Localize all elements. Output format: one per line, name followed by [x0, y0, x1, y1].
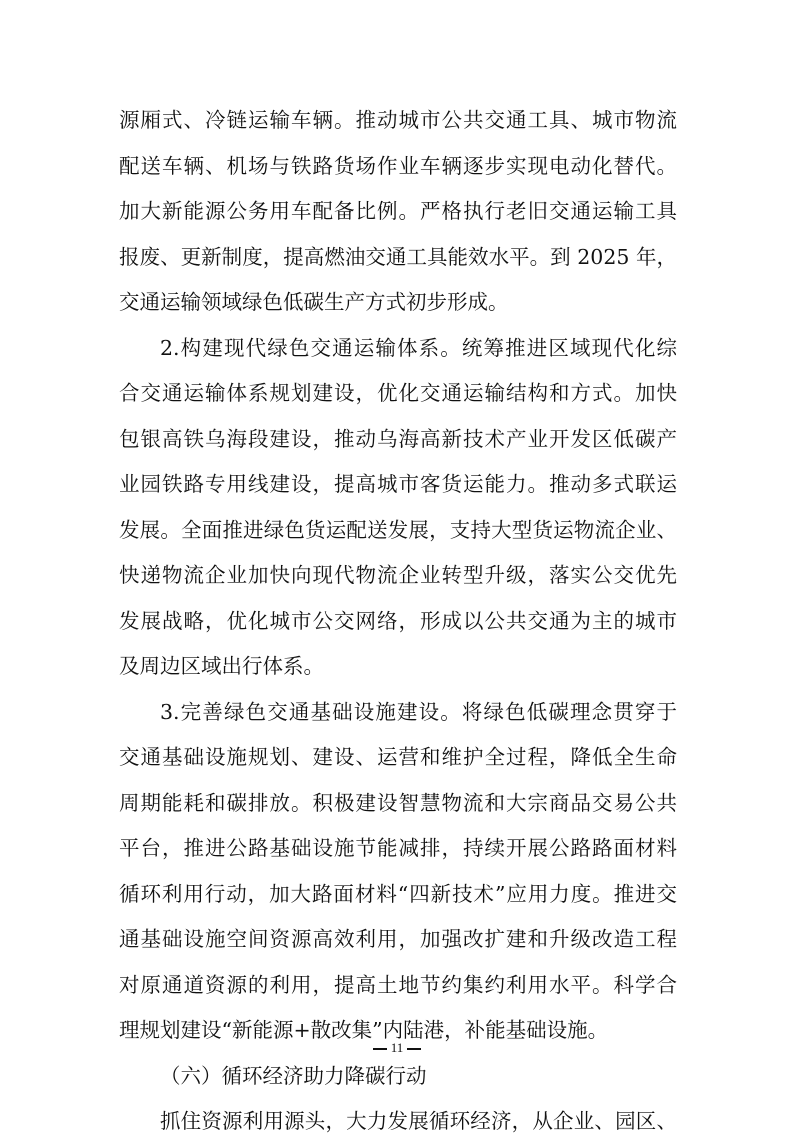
body-text	[119, 98, 677, 1145]
text-line: 通基础设施空间资源高效利用，加强改扩建和升级改造工程	[119, 927, 677, 951]
text-line: 周期能耗和碳排放。积极建设智慧物流和大宗商品交易公共	[119, 790, 677, 815]
section-heading: （六）循环经济助力降碳行动	[160, 1063, 427, 1088]
dash-right	[407, 1048, 421, 1050]
text-line: 加大新能源公务用车配备比例。严格执行老旧交通运输工具	[119, 199, 677, 223]
text-line: 包银高铁乌海段建设，推动乌海高新技术产业开发区低碳产	[119, 426, 677, 451]
text-line: 快递物流企业加快向现代物流企业转型升级，落实公交优先	[119, 563, 677, 587]
text-line: 业园铁路专用线建设，提高城市客货运能力。推动多式联运	[119, 472, 677, 496]
text-line: 配送车辆、机场与铁路货场作业车辆逐步实现电动化替代。	[119, 153, 677, 178]
text-line: 合交通运输体系规划建设，优化交通运输结构和方式。加快	[119, 381, 677, 405]
text-line: 对原通道资源的利用，提高土地节约集约利用水平。科学合	[119, 972, 677, 997]
page-footer	[0, 1040, 794, 1056]
page-number: 11	[390, 1040, 404, 1055]
dash-left	[373, 1048, 387, 1050]
paragraph-first-line: 抓住资源利用源头，大力发展循环经济，从企业、园区、	[160, 1109, 677, 1133]
text-line: 交通运输领域绿色低碳生产方式初步形成。	[119, 290, 509, 314]
text-line: 循环利用行动，加大路面材料“四新技术”应用力度。推进交	[119, 881, 677, 906]
paragraph-first-line: 2.构建现代绿色交通运输体系。统筹推进区域现代化综	[160, 335, 677, 360]
text-line: 交通基础设施规划、建设、运营和维护全过程，降低全生命	[119, 745, 677, 769]
text-line: 发展。全面推进绿色货运配送发展，支持大型货运物流企业、	[119, 517, 677, 542]
text-line: 报废、更新制度，提高燃油交通工具能效水平。到 2025 年，	[119, 244, 677, 269]
text-line: 及周边区域出行体系。	[119, 654, 324, 678]
text-line: 平台，推进公路基础设施节能减排，持续开展公路路面材料	[119, 836, 677, 860]
text-line: 理规划建设“新能源+散改集”内陆港，补能基础设施。	[119, 1018, 609, 1042]
paragraph-first-line: 3.完善绿色交通基础设施建设。将绿色低碳理念贯穿于	[160, 699, 677, 724]
text-line: 发展战略，优化城市公交网络，形成以公共交通为主的城市	[119, 608, 677, 633]
text-line: 源厢式、冷链运输车辆。推动城市公共交通工具、城市物流	[119, 108, 677, 132]
